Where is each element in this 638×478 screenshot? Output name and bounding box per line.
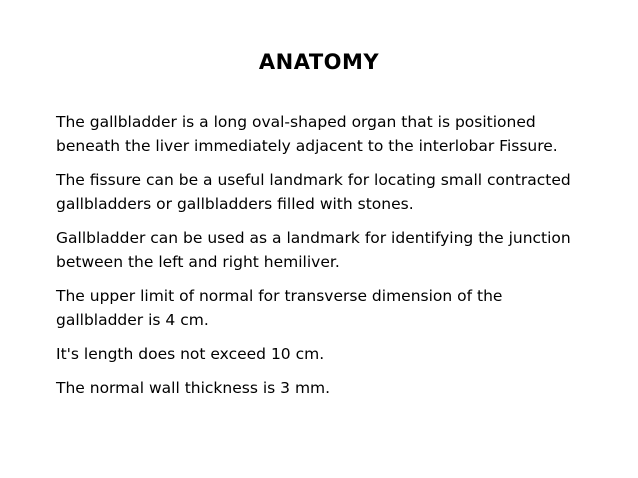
paragraph-transverse-dimension: The upper limit of normal for transverse dimension of the gallbladder is 4 cm. — [56, 287, 503, 329]
paragraph-wall-thickness: The normal wall thickness is 3 mm. — [56, 379, 331, 397]
paragraph-gallbladder-shape: The gallbladder is a long oval-shaped organ that is positioned beneath the liver immediately adjacent to the interlobar Fissure. — [56, 113, 558, 155]
slide-title: ANATOMY — [258, 50, 380, 74]
paragraph-fissure-landmark: The fissure can be a useful landmark for locating small contracted gallbladders or gallbladders filled with stones. — [56, 171, 571, 213]
paragraph-hemiliver-junction: Gallbladder can be used as a landmark for identifying the junction between the left and right hemiliver. — [56, 229, 571, 271]
paragraph-length: It's length does not exceed 10 cm. — [56, 345, 325, 363]
slide-body — [56, 110, 576, 410]
